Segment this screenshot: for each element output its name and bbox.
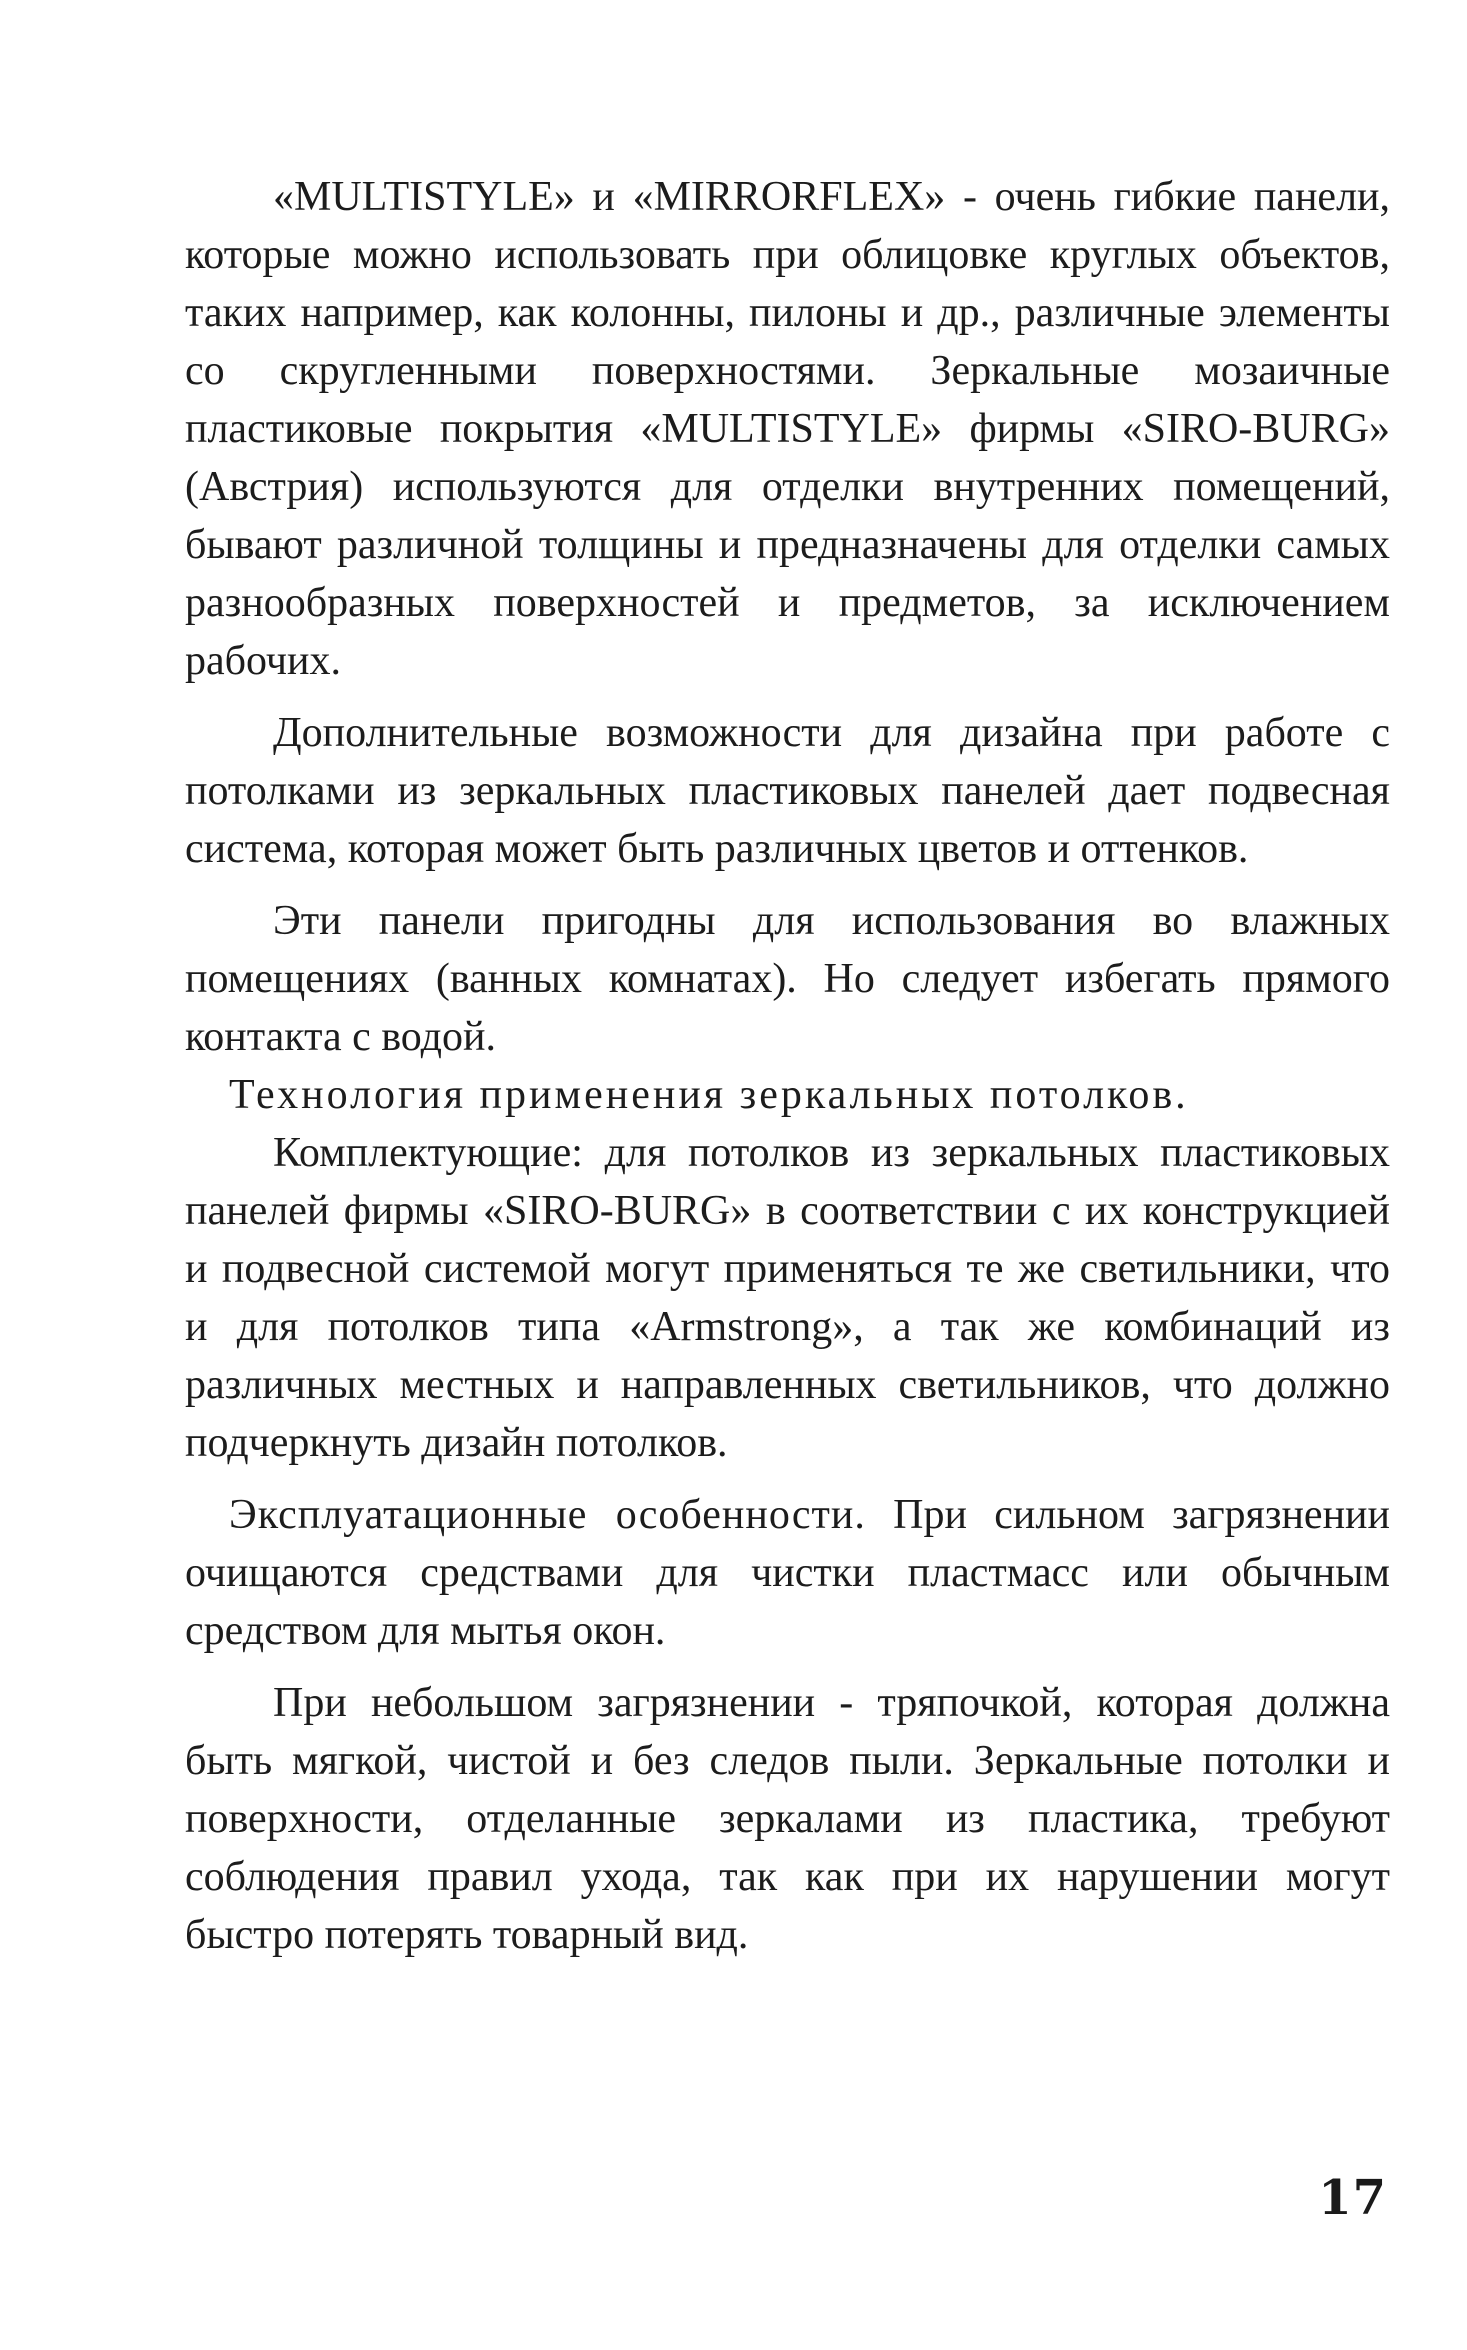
section-heading: Технология применения зеркальных потолков. [229, 1072, 1189, 1118]
maintenance-body: При сильном загрязнении очищаются средствами для чистки пластмасс или обычным средством для мытья окон. [185, 1492, 1390, 1654]
paragraph-light-cleaning: При небольшом загрязнении - тряпочкой, которая должна быть мягкой, чистой и без следов пыли. Зеркальные потолки и поверхности, отделанные зеркалами из пластика, требуют соблюдения правил ухода, так как при их нарушении могут быстро потерять товарный вид. [185, 1680, 1390, 1958]
paragraph-multistyle: «MULTISTYLE» и «MIRRORFLEX» - очень гибкие панели, которые можно использовать при облицовке круглых объектов, таких например, как колонны, пилоны и др., различные элементы со скругленными поверхностями. Зеркальные мозаичные пластиковые покрытия «MULTISTYLE» фирмы «SIRO-BURG» (Австрия) используются для отделки внутренних помещений, бывают различной толщины и предназначены для отделки самых разнообразных поверхностей и предметов, за исключением рабочих. [185, 174, 1390, 684]
paragraph-suspension-system: Дополнительные возможности для дизайна при работе с потолками из зеркальных пластиковых панелей дает подвесная система, которая может быть различных цветов и оттенков. [185, 710, 1390, 872]
page-number: 17 [1318, 2170, 1387, 2226]
paragraph-components: Комплектующие: для потолков из зеркальных пластиковых панелей фирмы «SIRO-BURG» в соответствии с их конструкцией и подвесной системой могут применяться те же светильники, что и для потолков типа «Armstrong», а так же комбинаций из различных местных и направленных светильников, что должно подчеркнуть дизайн потолков. [185, 1130, 1390, 1466]
paragraph-maintenance [185, 1486, 1390, 1660]
maintenance-runin-heading: Эксплуатационные особенности. [229, 1492, 866, 1538]
paragraph-humidity: Эти панели пригодны для использования во влажных помещениях (ванных комнатах). Но следует избегать прямого контакта с водой. [185, 898, 1390, 1060]
page-body [185, 168, 1390, 1964]
